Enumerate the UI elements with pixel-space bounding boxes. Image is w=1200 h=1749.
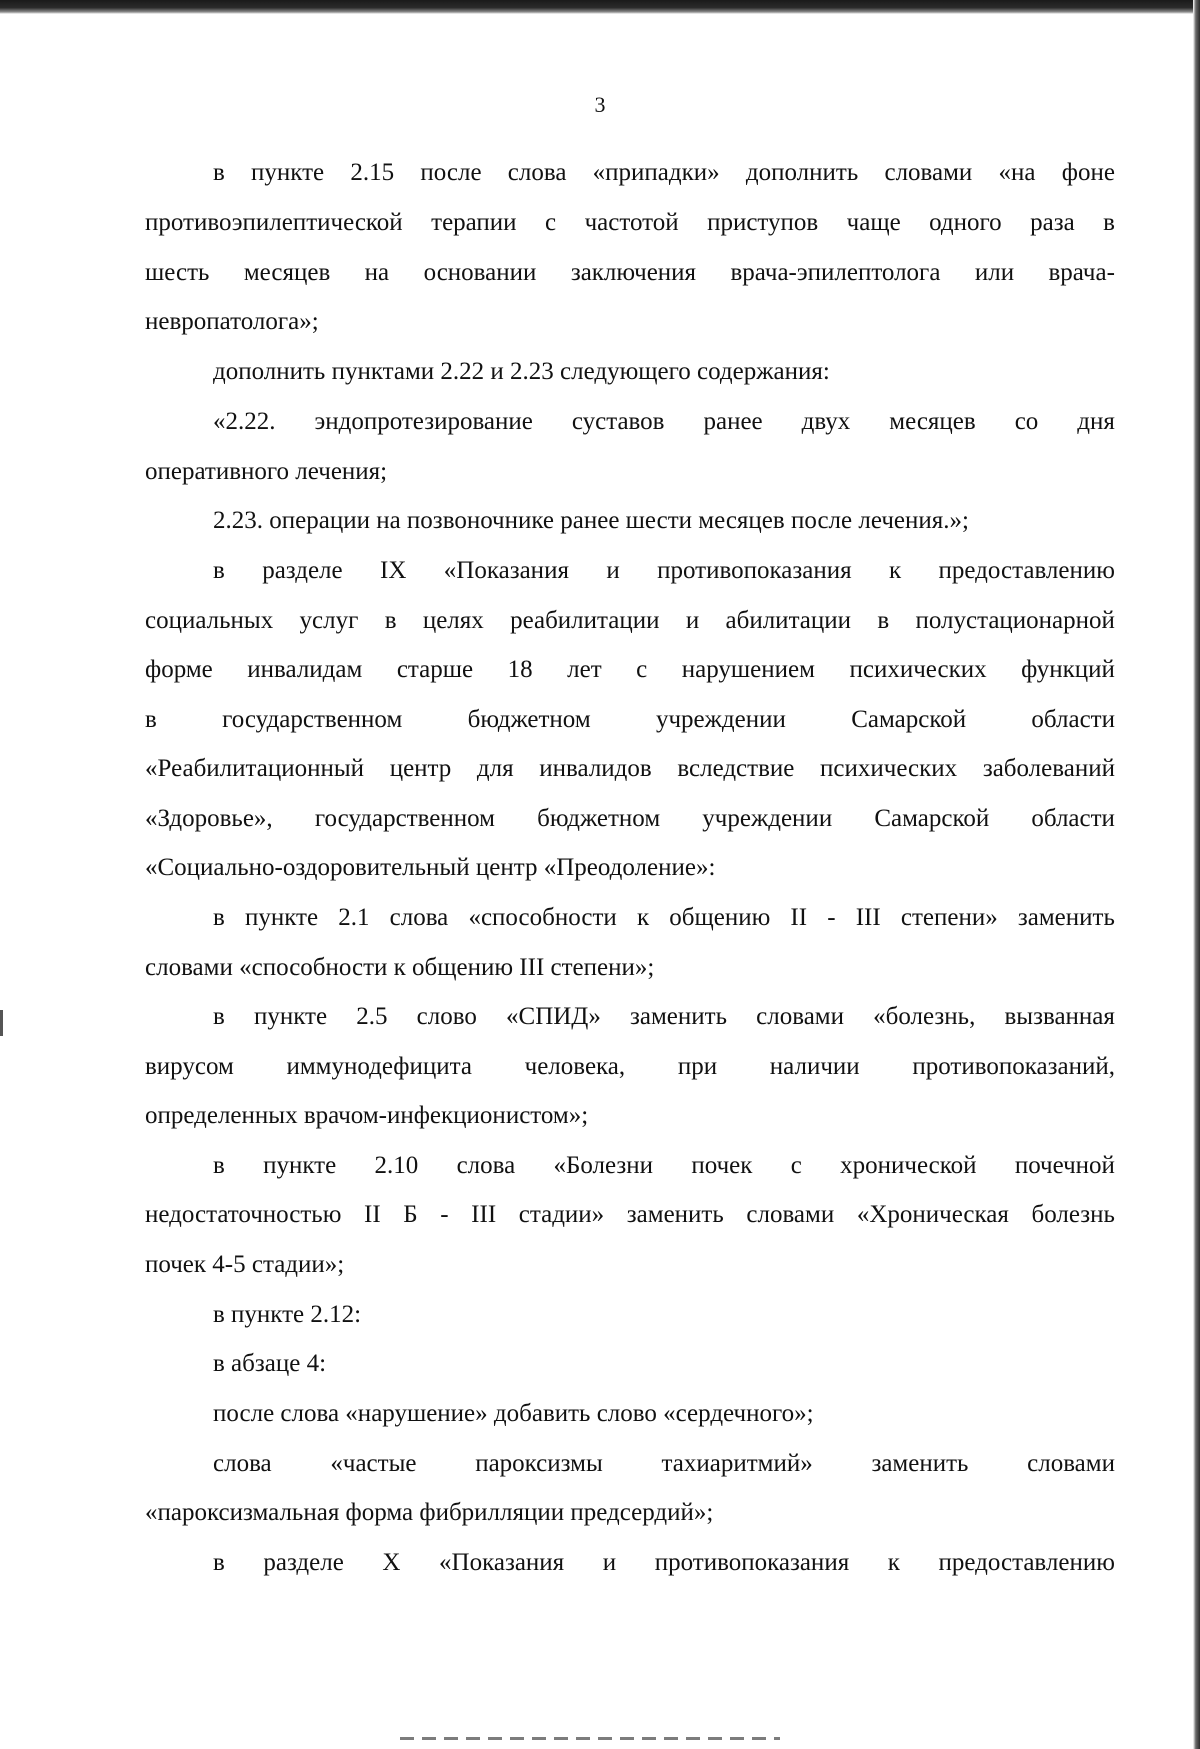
word: «способности xyxy=(468,904,617,931)
text-line: после слова «нарушение» добавить слово «сердечного»; xyxy=(213,1400,814,1427)
word: дня xyxy=(1077,408,1115,435)
text-line xyxy=(213,903,1115,933)
word: человека, xyxy=(524,1053,626,1080)
word: - xyxy=(440,1201,449,1228)
word: слова xyxy=(213,1450,272,1477)
word: бюджетном xyxy=(467,706,591,733)
word: 2.10 xyxy=(374,1152,419,1179)
word: степени» xyxy=(900,904,998,931)
word: двух xyxy=(801,408,851,435)
word: тахиаритмий» xyxy=(661,1450,813,1477)
word: и xyxy=(602,1549,617,1576)
word: X xyxy=(382,1549,401,1576)
text-line: словами «способности к общению III степени»; xyxy=(145,954,655,981)
word: в xyxy=(213,1152,225,1179)
word: инвалидам xyxy=(247,656,363,683)
word: «Хроническая xyxy=(856,1201,1009,1228)
word: области xyxy=(1031,706,1115,733)
word: к xyxy=(636,904,650,931)
word: «СПИД» xyxy=(506,1003,601,1030)
page-number: 3 xyxy=(594,92,606,117)
word: III xyxy=(471,1201,497,1228)
word: на xyxy=(364,259,390,286)
text-line: «Социально-оздоровительный центр «Преодоление»: xyxy=(145,854,716,881)
word: противопоказания xyxy=(657,557,852,584)
word: старше xyxy=(396,656,474,683)
word: полустационарной xyxy=(915,607,1115,634)
text-line: «пароксизмальная форма фибрилляции предсердий»; xyxy=(145,1499,714,1526)
word: врача- xyxy=(1048,259,1115,286)
word: 2.1 xyxy=(338,904,370,931)
text-line xyxy=(213,1151,1115,1181)
word: при xyxy=(677,1053,718,1080)
text-line: оперативного лечения; xyxy=(145,458,388,485)
word: «частые xyxy=(330,1450,417,1477)
word: противопоказания xyxy=(654,1549,850,1576)
word: ранее xyxy=(703,408,763,435)
word: Б xyxy=(403,1201,418,1228)
word: «Реабилитационный xyxy=(145,755,365,782)
word: разделе xyxy=(262,557,343,584)
word: пункте xyxy=(263,1152,337,1179)
word: месяцев xyxy=(243,259,331,286)
text-line xyxy=(145,705,1115,735)
word: противоэпилептической xyxy=(145,209,403,236)
word: пункте xyxy=(253,1003,328,1030)
word: предоставлению xyxy=(938,1549,1115,1576)
word: в xyxy=(213,1549,225,1576)
word: фоне xyxy=(1061,159,1115,186)
word: противопоказаний, xyxy=(912,1053,1115,1080)
word: «болезнь, xyxy=(873,1003,976,1030)
word: вирусом xyxy=(145,1053,234,1080)
word: и xyxy=(685,607,700,634)
text-line xyxy=(213,158,1115,188)
word: в xyxy=(213,159,225,186)
word: пароксизмы xyxy=(475,1450,603,1477)
text-line xyxy=(145,1052,1115,1082)
word: 2.5 xyxy=(356,1003,388,1030)
word: терапии xyxy=(431,209,517,236)
text-line: почек 4-5 стадии»; xyxy=(145,1251,345,1278)
word: психических xyxy=(849,656,987,683)
word: слово xyxy=(416,1003,477,1030)
text-line xyxy=(145,804,1115,834)
word: учреждении xyxy=(655,706,786,733)
word: с xyxy=(636,656,648,683)
word: врача-эпилептолога xyxy=(730,259,941,286)
word: заменить xyxy=(871,1450,969,1477)
word: социальных xyxy=(145,607,274,634)
word: в xyxy=(213,904,225,931)
word: бюджетном xyxy=(537,805,661,832)
word: психических xyxy=(820,755,958,782)
word: предоставлению xyxy=(938,557,1115,584)
word: - xyxy=(827,904,836,931)
word: общению xyxy=(669,904,771,931)
word: функций xyxy=(1021,656,1115,683)
word: дополнить xyxy=(745,159,859,186)
text-line: дополнить пунктами 2.22 и 2.23 следующего содержания: xyxy=(213,358,830,385)
word: центр xyxy=(389,755,452,782)
word: инвалидов xyxy=(539,755,652,782)
word: почечной xyxy=(1014,1152,1115,1179)
word: в xyxy=(145,706,157,733)
scan-edge-top xyxy=(0,0,1200,14)
word: реабилитации xyxy=(510,607,660,634)
word: абилитации xyxy=(725,607,852,634)
word: чаще xyxy=(846,209,901,236)
word: заменить xyxy=(1017,904,1115,931)
word: в xyxy=(1103,209,1115,236)
word: IX xyxy=(380,557,407,584)
word: слова xyxy=(456,1152,516,1179)
text-line: в абзаце 4: xyxy=(213,1350,327,1377)
word: III xyxy=(855,904,881,931)
word: с xyxy=(790,1152,802,1179)
text-line xyxy=(145,754,1115,784)
word: пункте xyxy=(251,159,325,186)
text-line: определенных врачом-инфекционистом»; xyxy=(145,1102,589,1129)
word: 2.15 xyxy=(350,159,395,186)
word: нарушением xyxy=(681,656,815,683)
word: наличии xyxy=(769,1053,860,1080)
text-line xyxy=(145,606,1115,636)
word: «Показания xyxy=(439,1549,565,1576)
word: «Здоровье», xyxy=(145,805,273,832)
word: II xyxy=(790,904,808,931)
word: заболеваний xyxy=(982,755,1115,782)
word: почек xyxy=(691,1152,753,1179)
word: к xyxy=(887,1549,900,1576)
word: лет xyxy=(567,656,602,683)
word: области xyxy=(1031,805,1115,832)
word: Самарской xyxy=(851,706,967,733)
word: месяцев xyxy=(889,408,976,435)
word: эндопротезирование xyxy=(314,408,533,435)
scan-edge-bottom xyxy=(400,1737,780,1740)
text-line xyxy=(145,655,1115,685)
word: 18 xyxy=(507,656,533,683)
word: вызванная xyxy=(1004,1003,1115,1030)
word: «Болезни xyxy=(553,1152,654,1179)
word: со xyxy=(1014,408,1039,435)
word: разделе xyxy=(263,1549,344,1576)
word: приступов xyxy=(707,209,819,236)
word: в xyxy=(213,557,225,584)
word: с xyxy=(545,209,557,236)
word: частотой xyxy=(584,209,679,236)
word: II xyxy=(364,1201,381,1228)
word: словами xyxy=(756,1003,844,1030)
word: услуг xyxy=(299,607,359,634)
scan-speck xyxy=(0,1010,3,1036)
word: к xyxy=(888,557,902,584)
word: «на xyxy=(998,159,1036,186)
text-line xyxy=(213,407,1115,437)
text-line: невропатолога»; xyxy=(145,308,319,335)
word: стадии» xyxy=(518,1201,605,1228)
word: хронической xyxy=(840,1152,977,1179)
word: в xyxy=(877,607,890,634)
word: вследствие xyxy=(677,755,795,782)
word: Самарской xyxy=(874,805,990,832)
text-line xyxy=(145,208,1115,238)
word: суставов xyxy=(571,408,665,435)
word: и xyxy=(606,557,620,584)
word: слова xyxy=(507,159,567,186)
word: болезнь xyxy=(1031,1201,1115,1228)
word: словами xyxy=(746,1201,835,1228)
word: словами xyxy=(884,159,973,186)
word: словами xyxy=(1027,1450,1115,1477)
word: «припадки» xyxy=(592,159,720,186)
word: одного xyxy=(929,209,1002,236)
word: или xyxy=(974,259,1015,286)
word: иммунодефицита xyxy=(286,1053,472,1080)
word: государственном xyxy=(314,805,495,832)
word: целях xyxy=(422,607,484,634)
text-line: 2.23. операции на позвоночнике ранее шести месяцев после лечения.»; xyxy=(213,507,969,534)
text-line xyxy=(145,1200,1115,1230)
word: слова xyxy=(389,904,449,931)
word: государственном xyxy=(222,706,403,733)
text-line xyxy=(145,258,1115,288)
word: пункте xyxy=(244,904,319,931)
word: «Показания xyxy=(443,557,569,584)
word: заключения xyxy=(570,259,697,286)
word: для xyxy=(476,755,514,782)
scan-edge-right xyxy=(1193,0,1200,1749)
word: заменить xyxy=(626,1201,724,1228)
word: после xyxy=(420,159,482,186)
word: заменить xyxy=(630,1003,727,1030)
text-line: в пункте 2.12: xyxy=(213,1301,362,1328)
word: «2.22. xyxy=(213,408,276,435)
text-line xyxy=(213,1002,1115,1032)
text-line xyxy=(213,1449,1115,1479)
word: форме xyxy=(145,656,213,683)
word: раза xyxy=(1030,209,1075,236)
word: в xyxy=(213,1003,225,1030)
text-line xyxy=(213,1548,1115,1578)
word: шесть xyxy=(145,259,210,286)
word: недостаточностью xyxy=(145,1201,342,1228)
text-line xyxy=(213,556,1115,586)
word: в xyxy=(384,607,397,634)
word: учреждении xyxy=(702,805,833,832)
word: основании xyxy=(423,259,537,286)
